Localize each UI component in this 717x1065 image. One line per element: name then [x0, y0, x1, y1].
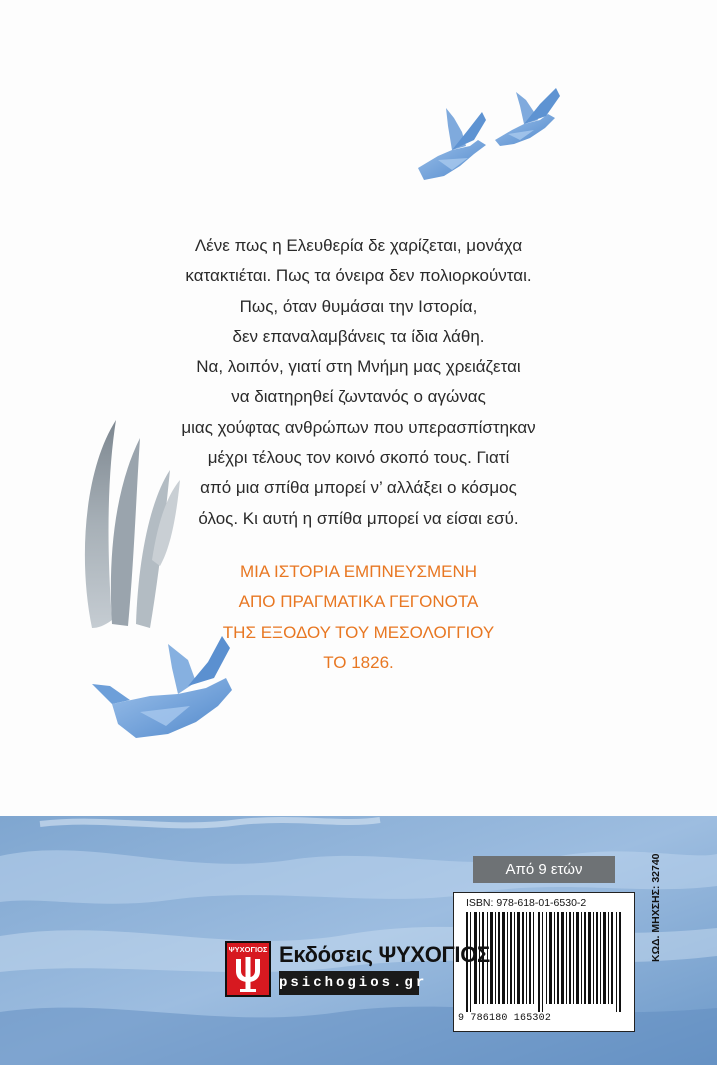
- tagline-line: ΑΠΟ ΠΡΑΓΜΑΤΙΚΑ ΓΕΓΟΝΟΤΑ: [238, 592, 479, 612]
- blurb-line: μέχρι τέλους τον κοινό σκοπό τους. Γιατί: [207, 448, 510, 468]
- tagline: [120, 557, 597, 678]
- publisher-logo: [225, 941, 271, 997]
- barcode-number: 9 786180 165302: [458, 1013, 552, 1024]
- blurb-line: δεν επαναλαμβάνεις τα ίδια λάθη.: [232, 326, 485, 346]
- blurb-line: Λένε πως η Ελευθερία δε χαρίζεται, μονάχα: [194, 236, 523, 255]
- blurb-line: Πως, όταν θυμάσαι την Ιστορία,: [239, 296, 478, 316]
- logo-wordmark: ΨΥΧΟΓΙΟΣ: [228, 945, 268, 954]
- tagline-line: ΤΟ 1826.: [323, 652, 394, 672]
- blurb-line: όλος. Κι αυτή η σπίθα μπορεί να είσαι εσύ.: [198, 508, 519, 528]
- psi-logo-icon: [232, 955, 264, 993]
- blurb-text: [120, 231, 597, 534]
- publisher-website[interactable]: psichogios.gr: [279, 971, 419, 995]
- tagline-line: ΜΙΑ ΙΣΤΟΡΙΑ ΕΜΠΝΕΥΣΜΕΝΗ: [239, 562, 478, 581]
- blurb-line: μιας χούφτας ανθρώπων που υπερασπίστηκαν: [181, 417, 536, 437]
- bird-icon: [495, 88, 560, 146]
- blurb-line: να διατηρηθεί ζωντανός ο αγώνας: [231, 387, 486, 407]
- age-badge: Από 9 ετών: [473, 856, 615, 883]
- isbn-text: ISBN: 978-618-01-6530-2: [466, 897, 587, 909]
- tagline-line: ΤΗΣ ΕΞΟΔΟΥ ΤΟΥ ΜΕΣΟΛΟΓΓΙΟΥ: [222, 622, 495, 642]
- blurb-line: Να, λοιπόν, γιατί στη Μνήμη μας χρειάζεται: [196, 357, 521, 377]
- bird-icon: [418, 108, 486, 180]
- product-code: ΚΩΔ. ΜΗΧΣΗΣ: 32740: [650, 853, 662, 962]
- publisher-name: Εκδόσεις ΨΥΧΟΓΙΟΣ: [279, 942, 490, 967]
- blurb-line: από μια σπίθα μπορεί ν’ αλλάξει ο κόσμος: [200, 478, 517, 498]
- blurb-line: κατακτιέται. Πως τα όνειρα δεν πολιορκούνται.: [185, 266, 532, 286]
